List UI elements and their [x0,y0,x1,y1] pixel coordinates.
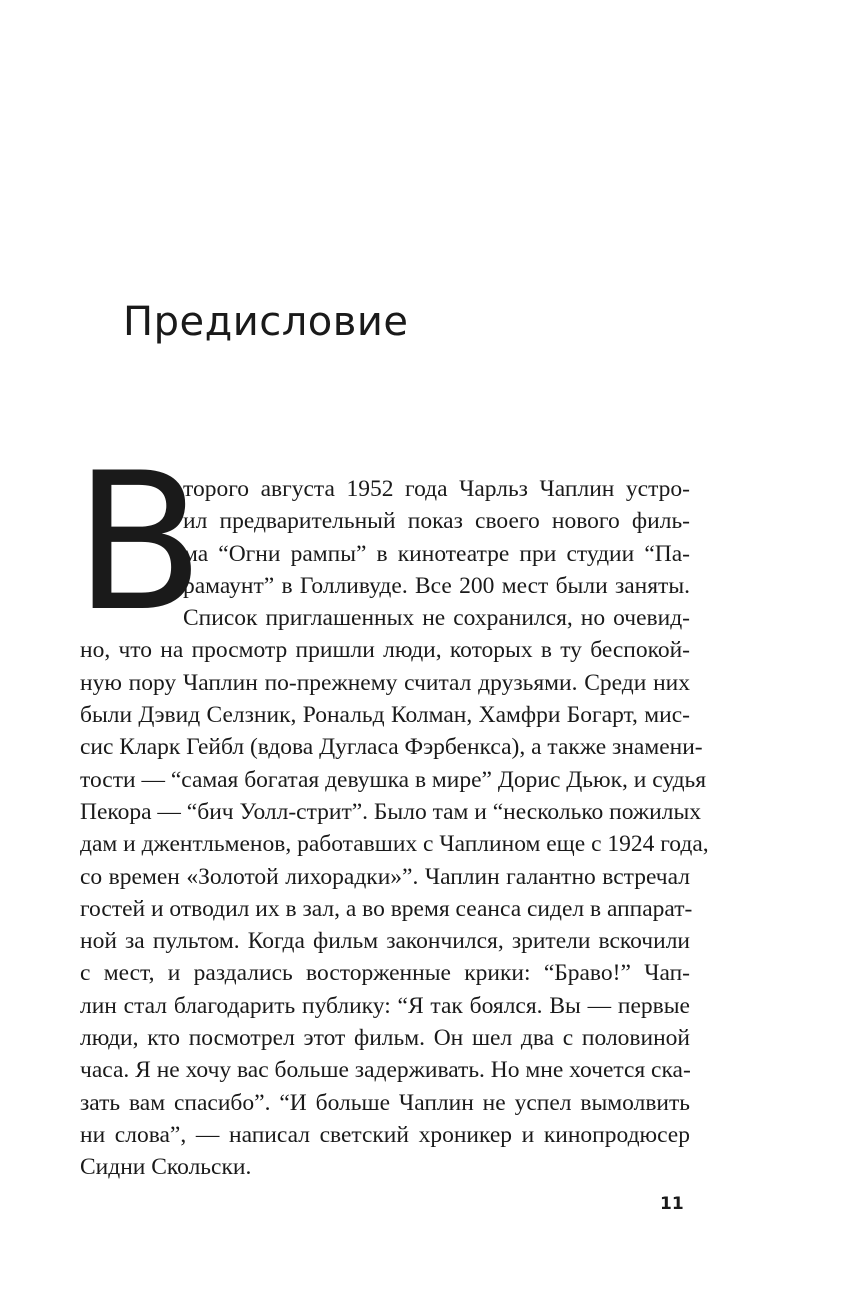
drop-cap: В [74,432,201,653]
text-line: ил предварительный показ своего нового филь- [183,508,690,535]
chapter-title: Предисловие [123,299,409,345]
text-line: с мест, и раздались восторженные крики: “Браво!” Чап- [80,960,690,987]
text-line: рамаунт” в Голливуде. Все 200 мест были заняты. [183,572,690,599]
text-line: люди, кто посмотрел этот фильм. Он шел два с половиной [80,1025,690,1052]
text-line: Сидни Скольски. [80,1154,252,1181]
text-line: но, что на просмотр пришли люди, которых в ту беспокой- [80,637,690,664]
text-line: торого августа 1952 года Чарльз Чаплин устро- [183,476,690,502]
text-line: зать вам спасибо”. “И больше Чаплин не успел вымолвить [80,1089,690,1116]
text-line: ной за пультом. Когда фильм закончился, зрители вскочили [80,928,690,955]
text-line: сис Кларк Гейбл (вдова Дугласа Фэрбенкса), а также знамени- [80,734,703,761]
text-line: со времен «Золотой лихорадки»”. Чаплин галантно встречал [80,863,690,890]
text-line: часа. Я не хочу вас больше задерживать. Но мне хочется ска- [80,1057,691,1084]
text-line: дам и джентльменов, работавших с Чаплином еще с 1924 года, [80,831,709,858]
page-number: 11 [660,1194,684,1214]
text-line: ную пору Чаплин по-прежнему считал друзьями. Среди них [80,669,690,696]
text-line: лин стал благодарить публику: “Я так боялся. Вы — первые [80,992,690,1019]
text-line: тости — “самая богатая девушка в мире” Дорис Дьюк, и судья [80,766,707,793]
text-line: были Дэвид Селзник, Рональд Колман, Хамфри Богарт, мис- [80,702,690,729]
text-line: гостей и отводил их в зал, а во время сеанса сидел в аппарат- [80,895,693,922]
text-line: Пекора — “бич Уолл-стрит”. Было там и “несколько пожилых [80,798,701,825]
body-paragraph [80,473,709,1184]
text-line: ма “Огни рампы” в кинотеатре при студии “Па- [183,540,690,567]
text-line: ни слова”, — написал светский хроникер и кинопродюсер [80,1121,690,1148]
text-line: Список приглашенных не сохранился, но очевид- [183,605,690,632]
